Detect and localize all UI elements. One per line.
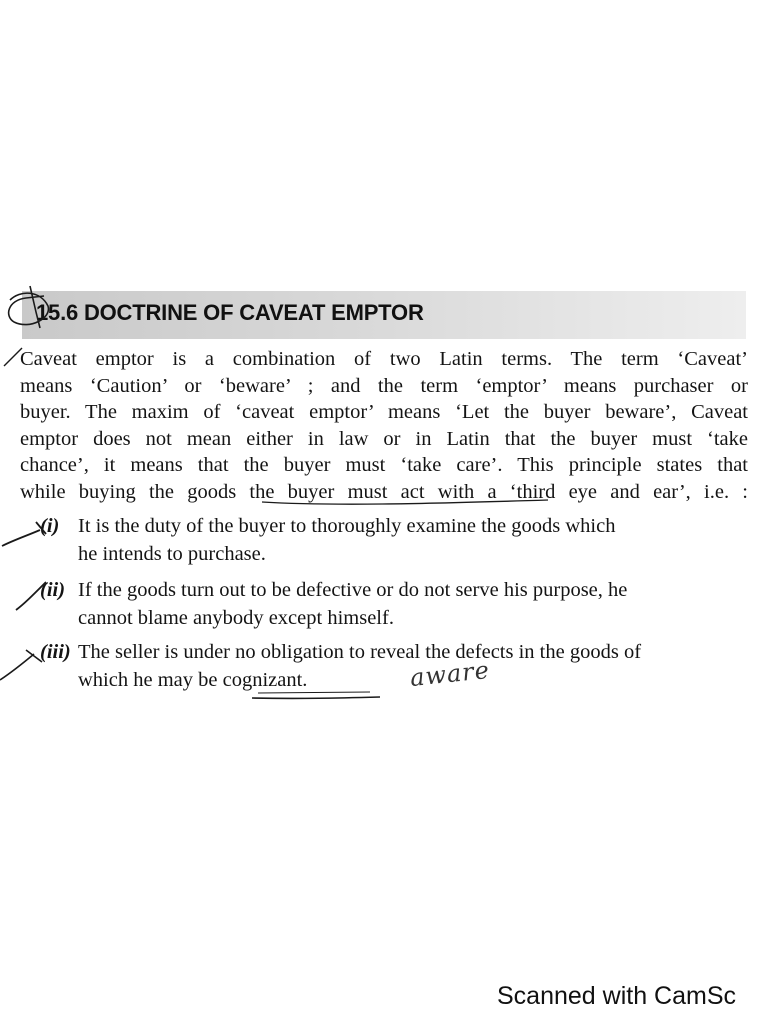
list-marker: (iii) (40, 641, 71, 663)
paragraph-line: emptor does not mean either in law or in Latin that the buyer must ‘take (20, 427, 748, 450)
list-item-text (78, 512, 746, 568)
scanner-watermark: Scanned with CamSc (497, 982, 737, 1010)
paragraph-line: means ‘Caution’ or ‘beware’ ; and the term ‘emptor’ means purchaser or (20, 374, 748, 397)
body-paragraph (20, 346, 748, 506)
list-line: he intends to purchase. (78, 543, 266, 565)
paragraph-line: chance’, it means that the buyer must ‘take care’. This principle states that (20, 454, 748, 477)
list-item (40, 638, 746, 694)
list-item-text (78, 576, 746, 632)
paragraph-line: buyer. The maxim of ‘caveat emptor’ means ‘Let the buyer beware’, Caveat (20, 401, 748, 424)
list-item (40, 576, 746, 632)
list-marker: (ii) (40, 579, 66, 601)
section-number: 15.6 (36, 300, 79, 325)
list-line: cannot blame anybody except himself. (78, 607, 394, 629)
list-marker: (i) (40, 515, 60, 537)
paragraph-line: Caveat emptor is a combination of two Latin terms. The term ‘Caveat’ (20, 348, 748, 370)
list-line: which he may be cognizant. (78, 669, 308, 691)
list-line: If the goods turn out to be defective or do not serve his purpose, he (78, 579, 628, 601)
list-line: The seller is under no obligation to reveal the defects in the goods of (78, 641, 642, 663)
list-line: It is the duty of the buyer to thoroughly examine the goods which (78, 515, 616, 537)
tick-mark (0, 650, 42, 680)
list-item (40, 512, 746, 568)
underline-stroke (252, 697, 380, 698)
handwritten-note: aware (408, 655, 492, 693)
paragraph-line: while buying the goods the buyer must act with a ‘third eye and ear’, i.e. : (20, 480, 748, 503)
section-heading (36, 300, 424, 326)
section-title: DOCTRINE OF CAVEAT EMPTOR (83, 300, 424, 325)
